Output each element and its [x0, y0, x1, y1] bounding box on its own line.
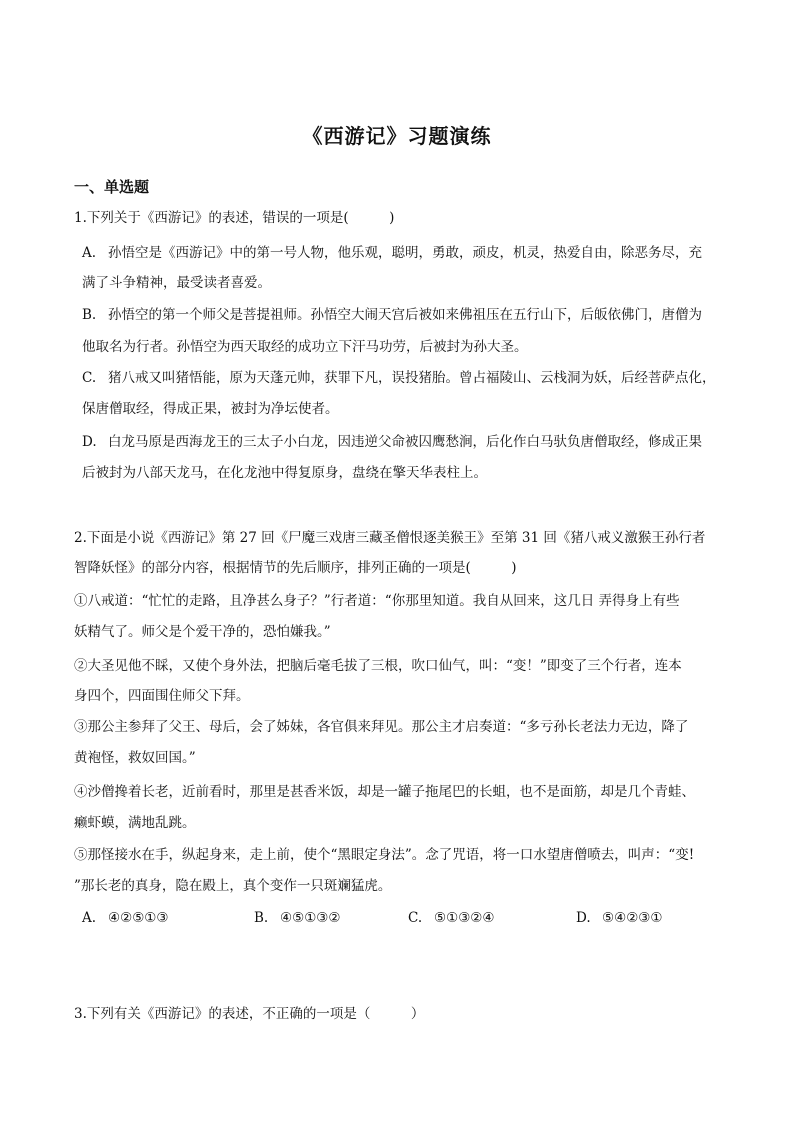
option-label: D.	[82, 434, 97, 450]
option-text: 白龙马原是西海龙王的三太子小白龙，因违逆父命被囚鹰愁涧，后化作白马驮负唐僧取经，修成正果	[108, 434, 702, 450]
q1-option-b-cont: 他取名为行者。孙悟空为西天取经的成功立下汗马功劳，后被封为孙大圣。	[82, 339, 528, 355]
q2-passage-5: ⑤那怪接水在手，纵起身来，走上前，使个“黑眼定身法”。念了咒语，将一口水望唐僧喷去，叫声：“变!	[74, 847, 695, 863]
q2-passage-1: ①八戒道：“忙忙的走路，且净甚么身子？”行者道：“你那里知道。我自从回来，这几日 弄得身上有些	[74, 593, 680, 609]
document-title: 《西游记》习题演练	[302, 124, 492, 148]
option-label: B.	[82, 307, 97, 323]
q2-passage-5-cont: ”那长老的真身，隐在殿上，真个变作一只斑斓猛虎。	[74, 878, 392, 894]
option-text: ⑤④②③①	[602, 910, 663, 926]
q2-option-c[interactable]	[408, 908, 495, 928]
q1-option-d[interactable]	[82, 432, 702, 452]
option-label: A.	[82, 245, 97, 261]
q2-stem-line2: 智降妖怪》的部分内容，根据情节的先后顺序，排列正确的一项是( )	[74, 560, 517, 576]
option-text: 孙悟空是《西游记》中的第一号人物，他乐观，聪明，勇敢，顽皮，机灵，热爱自由，除恶务尽，充	[108, 245, 702, 261]
option-label: B.	[254, 910, 269, 926]
q2-passage-2-cont: 身四个，四面围住师父下拜。	[74, 688, 250, 704]
q2-passage-3-cont: 黄袍怪，救奴回国。”	[74, 750, 196, 766]
q3-stem: 3.下列有关《西游记》的表述，不正确的一项是（ ）	[74, 1006, 425, 1022]
q2-option-a[interactable]	[82, 908, 169, 928]
q2-stem-line1: 2.下面是小说《西游记》第 27 回《尸魔三戏唐三藏圣僧恨逐美猴王》至第 31 回《猪八戒义激猴王孙行者	[74, 530, 706, 546]
option-text: 猪八戒又叫猪悟能，原为天蓬元帅，获罪下凡，误投猪胎。曾占福陵山、云栈洞为妖，后经菩萨点化，	[108, 370, 716, 386]
q1-stem: 1.下列关于《西游记》的表述，错误的一项是( )	[74, 210, 395, 226]
q2-option-b[interactable]	[254, 908, 341, 928]
option-label: C.	[408, 910, 423, 926]
q1-option-d-cont: 后被封为八部天龙马，在化龙池中得复原身，盘绕在擎天华表柱上。	[82, 465, 487, 481]
option-label: C.	[82, 370, 97, 386]
q2-option-d[interactable]	[576, 908, 663, 928]
q2-passage-3: ③那公主参拜了父王、母后，会了姊妹，各官俱来拜见。那公主才启奏道：“多亏孙长老法力无边，降了	[74, 719, 689, 735]
section-heading: 一、单选题	[74, 178, 150, 196]
q2-passage-4: ④沙僧搀着长老，近前看时，那里是甚香米饭，却是一罐子拖尾巴的长蛆，也不是面筋，却是几个青蛙、	[74, 784, 695, 800]
q2-passage-4-cont: 癞虾蟆，满地乱跳。	[74, 815, 196, 831]
option-text: ④②⑤①③	[108, 910, 169, 926]
option-text: ④⑤①③②	[280, 910, 341, 926]
q1-option-c-cont: 保唐僧取经，得成正果，被封为净坛使者。	[82, 401, 339, 417]
q1-option-a[interactable]	[82, 243, 702, 263]
q2-passage-1-cont: 妖精气了。师父是个爱干净的，恐怕嫌我。”	[74, 624, 331, 640]
option-label: A.	[82, 910, 97, 926]
q2-passage-2: ②大圣见他不睬，又使个身外法，把脑后毫毛拔了三根，吹口仙气，叫：“变！”即变了三个行者，连本	[74, 658, 682, 674]
option-text: ⑤①③②④	[434, 910, 495, 926]
option-text: 孙悟空的第一个师父是菩提祖师。孙悟空大闹天宫后被如来佛祖压在五行山下，后皈依佛门，唐僧为	[108, 307, 702, 323]
q1-option-a-cont: 满了斗争精神，最受读者喜爱。	[82, 275, 271, 291]
q1-option-b[interactable]	[82, 305, 702, 325]
q1-option-c[interactable]	[82, 368, 716, 388]
option-label: D.	[576, 910, 591, 926]
